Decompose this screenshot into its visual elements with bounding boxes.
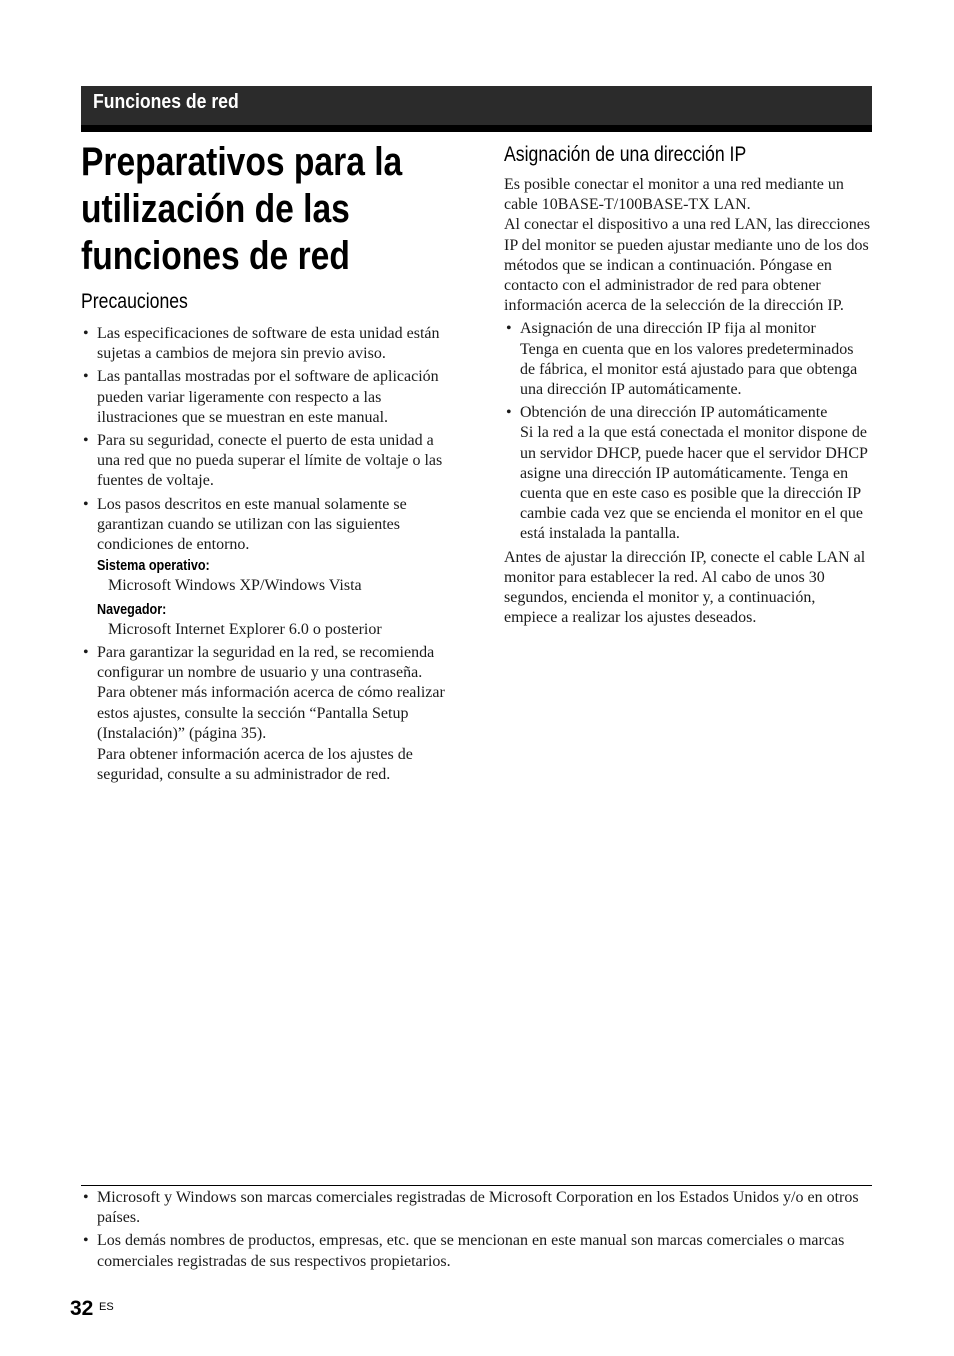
os-label: Sistema operativo: bbox=[97, 557, 210, 575]
list-item bbox=[504, 319, 872, 400]
page-title-line: utilización de las bbox=[81, 187, 350, 231]
page-title-line: funciones de red bbox=[81, 234, 350, 278]
precautions-section bbox=[81, 292, 451, 788]
page-language-code: ES bbox=[99, 1301, 114, 1313]
list-item: • Las pantallas mostradas por el software de aplicación pueden variar ligeramente con respecto a las ilustraciones que se muestran en este manual. bbox=[81, 367, 451, 428]
section-title: Funciones de red bbox=[93, 91, 239, 113]
precautions-list bbox=[81, 324, 451, 785]
os-value: Microsoft Windows XP/Windows Vista bbox=[108, 577, 362, 595]
list-item: • Para su seguridad, conecte el puerto de esta unidad a una red que no pueda superar el límite de voltaje o las fuentes de voltaje. bbox=[81, 431, 451, 492]
list-item bbox=[504, 403, 872, 544]
ip-heading: Asignación de una dirección IP bbox=[504, 143, 747, 166]
footnote-divider bbox=[81, 1185, 872, 1186]
ip-assignment-section bbox=[504, 145, 872, 628]
page-title bbox=[81, 139, 484, 280]
auto-ip-text: Si la red a la que está conectada el monitor dispone de un servidor DHCP, puede hacer que el servidor DHCP asigne una dirección IP automáticamente. Tenga en cuenta que en este caso es posible que la dirección IP cambie cada vez que se encienda el monitor en el que está instalada la pantalla. bbox=[520, 424, 868, 543]
list-item-text: • Los pasos descritos en este manual solamente se garantizan cuando se utilizan con las siguientes condiciones de entorno. bbox=[97, 495, 407, 554]
fixed-ip-title: • Asignación de una dirección IP fija al monitor bbox=[520, 320, 816, 338]
list-item-text: • Para garantizar la seguridad en la red, se recomienda configurar un nombre de usuario y una contraseña. Para obtener más información acerca de cómo realizar estos ajustes, consulte la sección “Pantalla Setup (Instalación)” (página 35). bbox=[97, 644, 445, 742]
footnotes bbox=[81, 1188, 872, 1275]
ip-intro-paragraph: Es posible conectar el monitor a una red mediante un cable 10BASE-T/100BASE-TX LAN. bbox=[504, 176, 844, 214]
list-item bbox=[81, 643, 451, 785]
ip-closing-paragraph: Antes de ajustar la dirección IP, conecte el cable LAN al monitor para establecer la red. Al cabo de unos 30 segundos, encienda el monitor y, a continuación, empiece a realizar los ajustes deseados. bbox=[504, 548, 866, 627]
browser-label: Navegador: bbox=[97, 600, 167, 618]
precautions-heading: Precauciones bbox=[81, 290, 188, 313]
ip-methods-list bbox=[504, 319, 872, 544]
page-number: 32 bbox=[70, 1297, 94, 1320]
footnote-item: • Los demás nombres de productos, empresas, etc. que se mencionan en este manual son marcas comerciales o marcas comerciales registradas de sus respectivos propietarios. bbox=[81, 1231, 872, 1271]
security-note: Para obtener información acerca de los ajustes de seguridad, consulte a su administrador de red. bbox=[97, 746, 413, 784]
ip-intro-paragraph: Al conectar el dispositivo a una red LAN, las direcciones IP del monitor se pueden ajustar mediante uno de los dos métodos que se indican a continuación. Póngase en contacto con el administrador de red para obtener información acerca de la selección de la dirección IP. bbox=[504, 216, 871, 315]
fixed-ip-text: Tenga en cuenta que en los valores predeterminados de fábrica, el monitor está ajustado para que obtenga una dirección IP automáticamente. bbox=[520, 340, 858, 399]
auto-ip-title: • Obtención de una dirección IP automáticamente bbox=[520, 404, 828, 422]
page-title-line: Preparativos para la bbox=[81, 140, 403, 184]
section-header-bar bbox=[81, 86, 872, 132]
list-item: • Las especificaciones de software de esta unidad están sujetas a cambios de mejora sin previo aviso. bbox=[81, 324, 451, 364]
browser-value: Microsoft Internet Explorer 6.0 o posterior bbox=[108, 620, 382, 638]
footnote-list bbox=[81, 1188, 872, 1272]
footnote-item: • Microsoft y Windows son marcas comerciales registradas de Microsoft Corporation en los Estados Unidos y/o en otros países. bbox=[81, 1188, 872, 1228]
list-item bbox=[81, 495, 451, 640]
